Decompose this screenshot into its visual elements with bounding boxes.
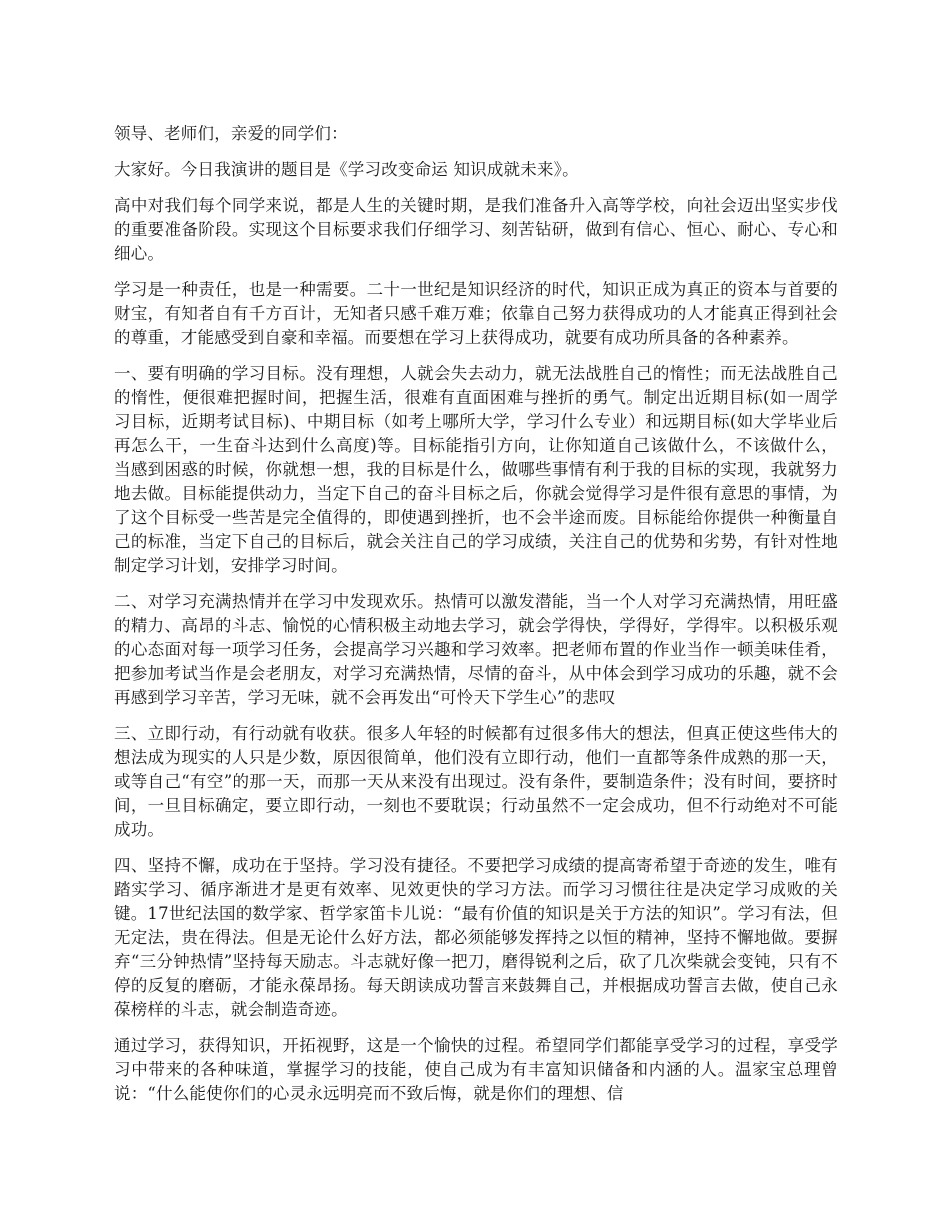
closing-paragraph: 通过学习，获得知识，开拓视野，这是一个愉快的过程。希望同学们都能享受学习的过程，享受学习中带来的各种味道，掌握学习的技能，使自己成为有丰富知识储备和内涵的人。温家宝总理曾说：“什么能使你们的心灵永远明亮而不致后悔，就是你们的理想、信 (114, 1036, 838, 1103)
point-four-paragraph: 四、坚持不懈，成功在于坚持。学习没有捷径。不要把学习成绩的提高寄希望于奇迹的发生，唯有踏实学习、循序渐进才是更有效率、见效更快的学习方法。而学习习惯往往是决定学习成败的关键。17世纪法国的数学家、哲学家笛卡儿说：“最有价值的知识是关于方法的知识”。学习有法，但无定法，贵在得法。但是无论什么好方法，都必须能够发挥持之以恒的精神，坚持不懈地做。要摒弃“三分钟热情”坚持每天励志。斗志就好像一把刀，磨得锐利之后，砍了几次柴就会变钝，只有不停的反复的磨砺，才能永葆昂扬。每天朗读成功誓言来鼓舞自己，并根据成功誓言去做，使自己永葆榜样的斗志，就会制造奇迹。 (114, 856, 838, 1019)
speech-title-paragraph: 大家好。今日我演讲的题目是《学习改变命运 知识成就未来》。 (114, 160, 579, 179)
intro-paragraph: 高中对我们每个同学来说，都是人生的关键时期，是我们准备升入高等学校，向社会迈出坚实步伐的重要准备阶段。实现这个目标要求我们仔细学习、刻苦钻研，做到有信心、恒心、耐心、专心和细心。 (114, 196, 838, 263)
point-three-paragraph: 三、立即行动，有行动就有收获。很多人年轻的时候都有过很多伟大的想法，但真正使这些伟大的想法成为现实的人只是少数，原因很简单，他们没有立即行动，他们一直都等条件成熟的那一天，或等自己“有空”的那一天，而那一天从来没有出现过。没有条件，要制造条件；没有时间，要挤时间，一旦目标确定，要立即行动，一刻也不要耽误；行动虽然不一定会成功，但不行动绝对不可能成功。 (114, 724, 838, 839)
point-one-paragraph: 一、要有明确的学习目标。没有理想，人就会失去动力，就无法战胜自己的惰性；而无法战胜自己的惰性，便很难把握时间，把握生活，很难有直面困难与挫折的勇气。制定出近期目标(如一周学习目标，近期考试目标)、中期目标（如考上哪所大学，学习什么专业）和远期目标(如大学毕业后再怎么干，一生奋斗达到什么高度)等。目标能指引方向，让你知道自己该做什么，不该做什么，当感到困惑的时候，你就想一想，我的目标是什么，做哪些事情有利于我的目标的实现，我就努力地去做。目标能提供动力，当定下自己的奋斗目标之后，你就会觉得学习是件很有意思的事情，为了这个目标受一些苦是完全值得的，即使遇到挫折，也不会半途而废。目标能给你提供一种衡量自己的标准，当定下自己的目标后，就会关注自己的学习成绩，关注自己的优势和劣势，有针对性地制定学习计划，安排学习时间。 (114, 364, 838, 575)
responsibility-paragraph: 学习是一种责任，也是一种需要。二十一世纪是知识经济的时代，知识正成为真正的资本与首要的财宝，有知者自有千方百计，无知者只感千难万难；依靠自己努力获得成功的人才能真正得到社会的尊重，才能感受到自豪和幸福。而要想在学习上获得成功，就要有成功所具备的各种素养。 (114, 280, 838, 347)
greeting-paragraph: 领导、老师们，亲爱的同学们： (114, 124, 348, 143)
document-body (114, 122, 838, 1118)
point-two-paragraph: 二、对学习充满热情并在学习中发现欢乐。热情可以激发潜能，当一个人对学习充满热情，用旺盛的精力、高昂的斗志、愉悦的心情积极主动地去学习，就会学得快，学得好，学得牢。以积极乐观的心态面对每一项学习任务，会提高学习兴趣和学习效率。把老师布置的作业当作一顿美味佳肴，把参加考试当作是会老朋友，对学习充满热情，尽情的奋斗，从中体会到学习成功的乐趣，就不会再感到学习辛苦，学习无味，就不会再发出“可怜天下学生心”的悲叹 (114, 592, 838, 707)
